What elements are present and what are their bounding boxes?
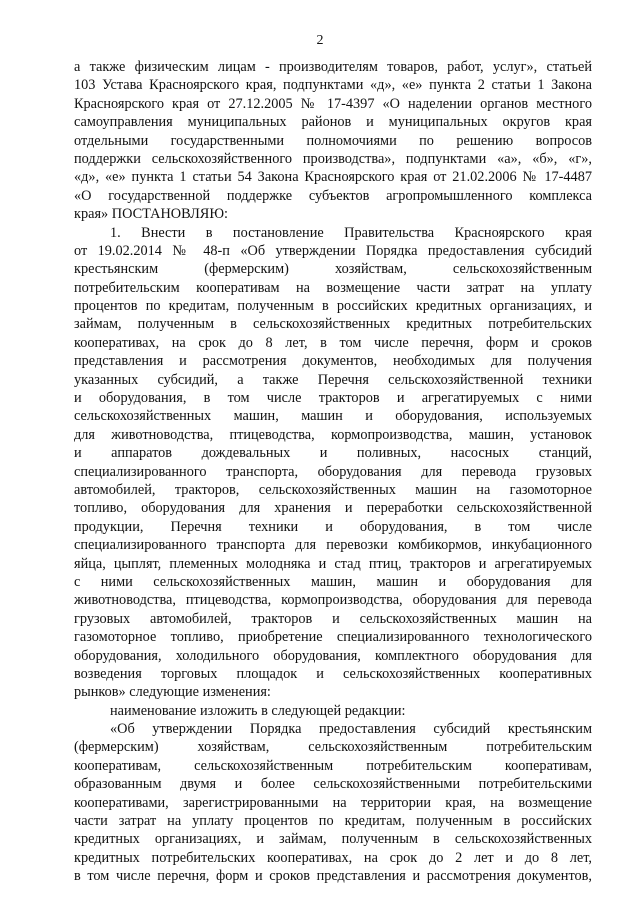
text-line: 103 Устава Красноярского края, подпунктами «д», «е» пункта 2 статьи 1 Закона	[74, 77, 592, 94]
text-line: самоуправления муниципальных районов и муниципальных округов края	[74, 114, 592, 131]
text-line: процентов по кредитам, полученным в российских кредитных организациях, и	[74, 298, 592, 315]
text-line: от 19.02.2014 № 48-п «Об утверждении Порядка предоставления субсидий	[74, 242, 592, 259]
text-line: кооперативах, на срок до 8 лет, в том числе перечня, форм и сроков	[74, 334, 592, 351]
text-line: грузовых автомобилей, тракторов и сельскохозяйственных машин на	[74, 610, 592, 627]
text-line: топливо, оборудования для хранения и переработки сельскохозяйственной	[74, 500, 592, 517]
text-line: кооперативами, зарегистрированными на территории края, на возмещение	[74, 794, 592, 811]
text-line: автомобилей, тракторов, сельскохозяйственных машин на газомоторное	[74, 481, 592, 498]
text-line: специализированного транспорта, оборудования для перевода грузовых	[74, 463, 592, 480]
text-line: займам, полученным в сельскохозяйственных кредитных потребительских	[74, 316, 592, 333]
text-line: поддержки сельскохозяйственного производства», подпунктами «а», «б», «г»,	[74, 150, 592, 167]
text-line: образованным двумя и более сельскохозяйственными потребительскими	[74, 776, 592, 793]
text-line: кредитных организациях, и займам, полученным в сельскохозяйственных	[74, 831, 592, 848]
text-line: рынков» следующие изменения:	[74, 684, 271, 701]
text-line: продукции, Перечня техники и оборудования, в том числе	[74, 518, 592, 535]
text-line: кредитных потребительских кооперативах, на срок до 2 лет и до 8 лет,	[74, 849, 592, 866]
page-number: 2	[316, 33, 324, 48]
text-line: специализированного транспорта для перевозки комбикормов, инкубационного	[74, 537, 592, 554]
text-line: газомоторное топливо, приобретение специализированного технологического	[74, 629, 592, 646]
text-line: а также физическим лицам - производителям товаров, работ, услуг», статьей	[74, 59, 592, 75]
text-line: части затрат на уплату процентов по кредитам, полученным в российских	[74, 813, 592, 830]
text-line: указанных субсидий, а также Перечня сельскохозяйственной техники	[74, 371, 592, 388]
text-line: и оборудования, в том числе тракторов и агрегатируемых с ними	[74, 390, 592, 407]
text-line: «О государственной поддержке субъектов агропромышленного комплекса	[74, 187, 592, 204]
text-line: 1. Внести в постановление Правительства Красноярского края	[110, 224, 592, 241]
text-line: крестьянским (фермерским) хозяйствам, сельскохозяйственным	[74, 261, 592, 278]
text-line: сельскохозяйственных машин, машин и оборудования, используемых	[74, 408, 592, 425]
text-line: и аппаратов дождевальных и поливных, насосных станций,	[74, 445, 592, 462]
text-line: животноводства, птицеводства, кормопроизводства, оборудования для перевода	[74, 592, 592, 609]
text-line: наименование изложить в следующей редакции:	[110, 702, 406, 719]
text-line: возведения торговых площадок и сельскохозяйственных кооперативных	[74, 665, 592, 682]
text-line: яйца, цыплят, племенных молодняка и стад птиц, тракторов и агрегатируемых	[74, 555, 592, 572]
text-line: потребительским кооперативам на возмещение части затрат на уплату	[74, 279, 592, 296]
text-line: отдельными государственными полномочиями по решению вопросов	[74, 132, 592, 149]
text-line: (фермерским) хозяйствам, сельскохозяйственным потребительским	[74, 739, 592, 756]
text-line: оборудования, холодильного оборудования, комплектного оборудования для	[74, 647, 592, 664]
text-line: «д», «е» пункта 1 статьи 54 Закона Красноярского края от 21.02.2006 № 17-4487	[74, 169, 592, 186]
text-line: Красноярского края от 27.12.2005 № 17-4397 «О наделении органов местного	[74, 95, 592, 112]
body-text	[74, 58, 592, 886]
text-line: кооперативам, сельскохозяйственным потребительским кооперативам,	[74, 757, 592, 774]
text-line: края» ПОСТАНОВЛЯЮ:	[74, 206, 228, 223]
text-line: «Об утверждении Порядка предоставления субсидий крестьянским	[110, 721, 592, 738]
text-line: в том числе перечня, форм и сроков представления и рассмотрения документов,	[74, 868, 592, 885]
text-line: для животноводства, птицеводства, кормопроизводства, машин, установок	[74, 426, 592, 443]
text-line: с ними сельскохозяйственных машин, машин и оборудования для	[74, 573, 592, 590]
text-line: представления и рассмотрения документов, необходимых для получения	[74, 353, 592, 370]
